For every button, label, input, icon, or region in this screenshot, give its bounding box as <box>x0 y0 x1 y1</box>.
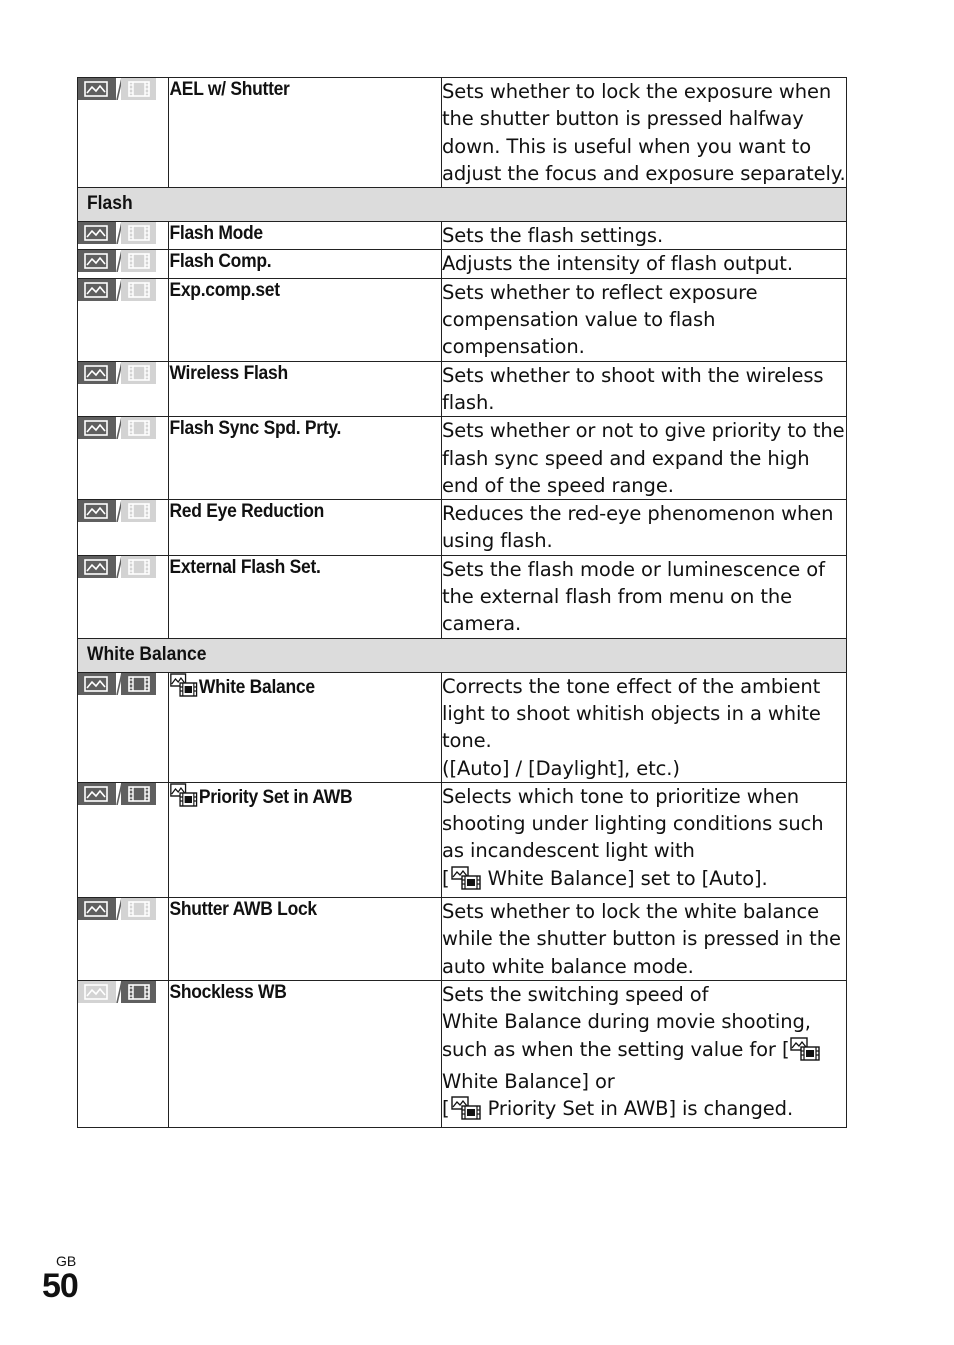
mode-icon-cell <box>78 980 169 1127</box>
mode-icon-cell <box>78 361 169 417</box>
table-row <box>78 361 847 417</box>
still-movie-mode-icon <box>78 556 156 578</box>
table-row <box>78 672 847 782</box>
description-text: Reduces the red-eye phenomenon when using flash. <box>442 502 834 553</box>
description-text: Adjusts the intensity of flash output. <box>442 252 793 276</box>
table-row <box>78 782 847 897</box>
still-movie-mode-icon <box>78 250 156 272</box>
table-row <box>78 898 847 981</box>
setting-name: Flash Mode <box>168 223 263 245</box>
still-movie-mode-icon <box>78 898 156 920</box>
setting-description <box>442 78 847 188</box>
setting-description <box>442 782 847 897</box>
description-text: Sets whether or not to give priority to the flash sync speed and expand the high end of the speed range. <box>442 419 845 497</box>
setting-name-cell <box>169 980 420 1127</box>
region-code: GB <box>56 1253 77 1269</box>
mode-icon-cell <box>78 672 169 782</box>
section-cell <box>78 638 847 672</box>
setting-name: AEL w/ Shutter <box>168 79 290 100</box>
menu-table-body <box>78 78 847 1128</box>
mode-icon-cell <box>78 278 169 361</box>
section-header <box>78 638 847 672</box>
mode-icon-cell <box>78 250 169 278</box>
setting-name: White Balance <box>198 676 315 698</box>
still-movie-mode-icon <box>78 222 156 244</box>
setting-name-cell <box>169 672 420 782</box>
table-row <box>78 250 847 278</box>
description-text: White Balance] set to [Auto]. <box>481 866 768 890</box>
still-movie-icon <box>169 673 197 697</box>
mode-icon-cell <box>78 500 169 556</box>
setting-name-cell <box>169 250 420 278</box>
setting-name-cell <box>169 500 420 556</box>
setting-description <box>442 222 847 250</box>
setting-description <box>442 250 847 278</box>
table-row <box>78 555 847 638</box>
table-row <box>78 222 847 250</box>
still-movie-icon <box>169 783 197 807</box>
section-label: White Balance <box>87 643 207 665</box>
still-movie-mode-icon <box>78 78 156 100</box>
still-movie-mode-icon <box>78 279 156 301</box>
mode-icon-cell <box>78 222 169 250</box>
description-text: ([Auto] / [Daylight], etc.) <box>442 756 680 780</box>
setting-description <box>442 672 847 782</box>
table-row <box>78 278 847 361</box>
description-text: Sets whether to lock the white balance while the shutter button is pressed in the auto white balance mode. <box>442 900 841 978</box>
setting-name-cell <box>169 78 420 188</box>
still-movie-icon <box>451 866 481 897</box>
description-text: Sets the flash settings. <box>442 224 664 248</box>
setting-name: Red Eye Reduction <box>168 501 324 523</box>
description-text: White Balance] or <box>442 1069 615 1093</box>
mode-icon-cell <box>78 555 169 638</box>
still-movie-mode-icon <box>78 673 156 695</box>
still-movie-mode-icon <box>78 417 156 439</box>
setting-description <box>442 417 847 500</box>
setting-name-cell <box>169 782 420 897</box>
description-text: Priority Set in AWB] is changed. <box>481 1097 794 1121</box>
setting-description <box>442 278 847 361</box>
setting-name: Priority Set in AWB <box>198 786 352 808</box>
setting-name: Shockless WB <box>168 981 287 1003</box>
still-movie-mode-icon <box>78 500 156 522</box>
setting-name: Wireless Flash <box>168 362 288 384</box>
setting-description <box>442 555 847 638</box>
description-text: Corrects the tone effect of the ambient light to shoot whitish objects in a white tone. <box>442 674 821 753</box>
description-text: [ <box>442 1097 450 1121</box>
section-header <box>78 188 847 222</box>
setting-name-cell <box>169 361 420 417</box>
mode-icon-cell <box>78 898 169 981</box>
description-text: Sets whether to reflect exposure compensation value to flash compensation. <box>442 280 758 359</box>
mode-icon-cell <box>78 78 169 188</box>
setting-name-cell <box>169 278 420 361</box>
still-movie-mode-icon <box>78 981 156 1003</box>
section-cell <box>78 188 847 222</box>
description-text: [ <box>442 866 450 890</box>
mode-icon-cell <box>78 782 169 897</box>
still-movie-icon <box>451 1096 481 1127</box>
still-movie-icon <box>790 1037 820 1068</box>
setting-description <box>442 980 847 1127</box>
setting-name: Shutter AWB Lock <box>168 899 317 921</box>
setting-description <box>442 898 847 981</box>
description-text: Selects which tone to prioritize when shooting under lighting conditions such as incandescent light with <box>442 784 824 863</box>
setting-name: Flash Comp. <box>168 251 271 273</box>
setting-description <box>442 500 847 556</box>
setting-name-cell <box>169 898 420 981</box>
description-text: Sets the flash mode or luminescence of the external flash from menu on the camera. <box>442 557 825 636</box>
setting-name: Exp.comp.set <box>168 279 280 301</box>
description-text: White Balance during movie shooting, such as when the setting value for [ <box>442 1010 811 1061</box>
setting-name-cell <box>169 417 420 500</box>
setting-description <box>442 361 847 417</box>
table-row <box>78 980 847 1127</box>
mode-icon-cell <box>78 417 169 500</box>
table-row <box>78 78 847 188</box>
description-text: Sets whether to lock the exposure when the shutter button is pressed halfway down. This is useful when you want to adjust the focus and exposure separately. <box>442 80 846 185</box>
menu-settings-table <box>77 77 847 1128</box>
table-row <box>78 500 847 556</box>
setting-name: Flash Sync Spd. Prty. <box>168 418 341 440</box>
description-text: Sets whether to shoot with the wireless flash. <box>442 363 824 414</box>
page-number: 50 <box>42 1267 78 1305</box>
still-movie-mode-icon <box>78 362 156 384</box>
section-label: Flash <box>87 193 133 215</box>
setting-name: External Flash Set. <box>168 556 321 578</box>
setting-name-cell <box>169 555 420 638</box>
setting-name-cell <box>169 222 420 250</box>
still-movie-mode-icon <box>78 783 156 805</box>
table-row <box>78 417 847 500</box>
description-text: Sets the switching speed of <box>442 982 709 1006</box>
